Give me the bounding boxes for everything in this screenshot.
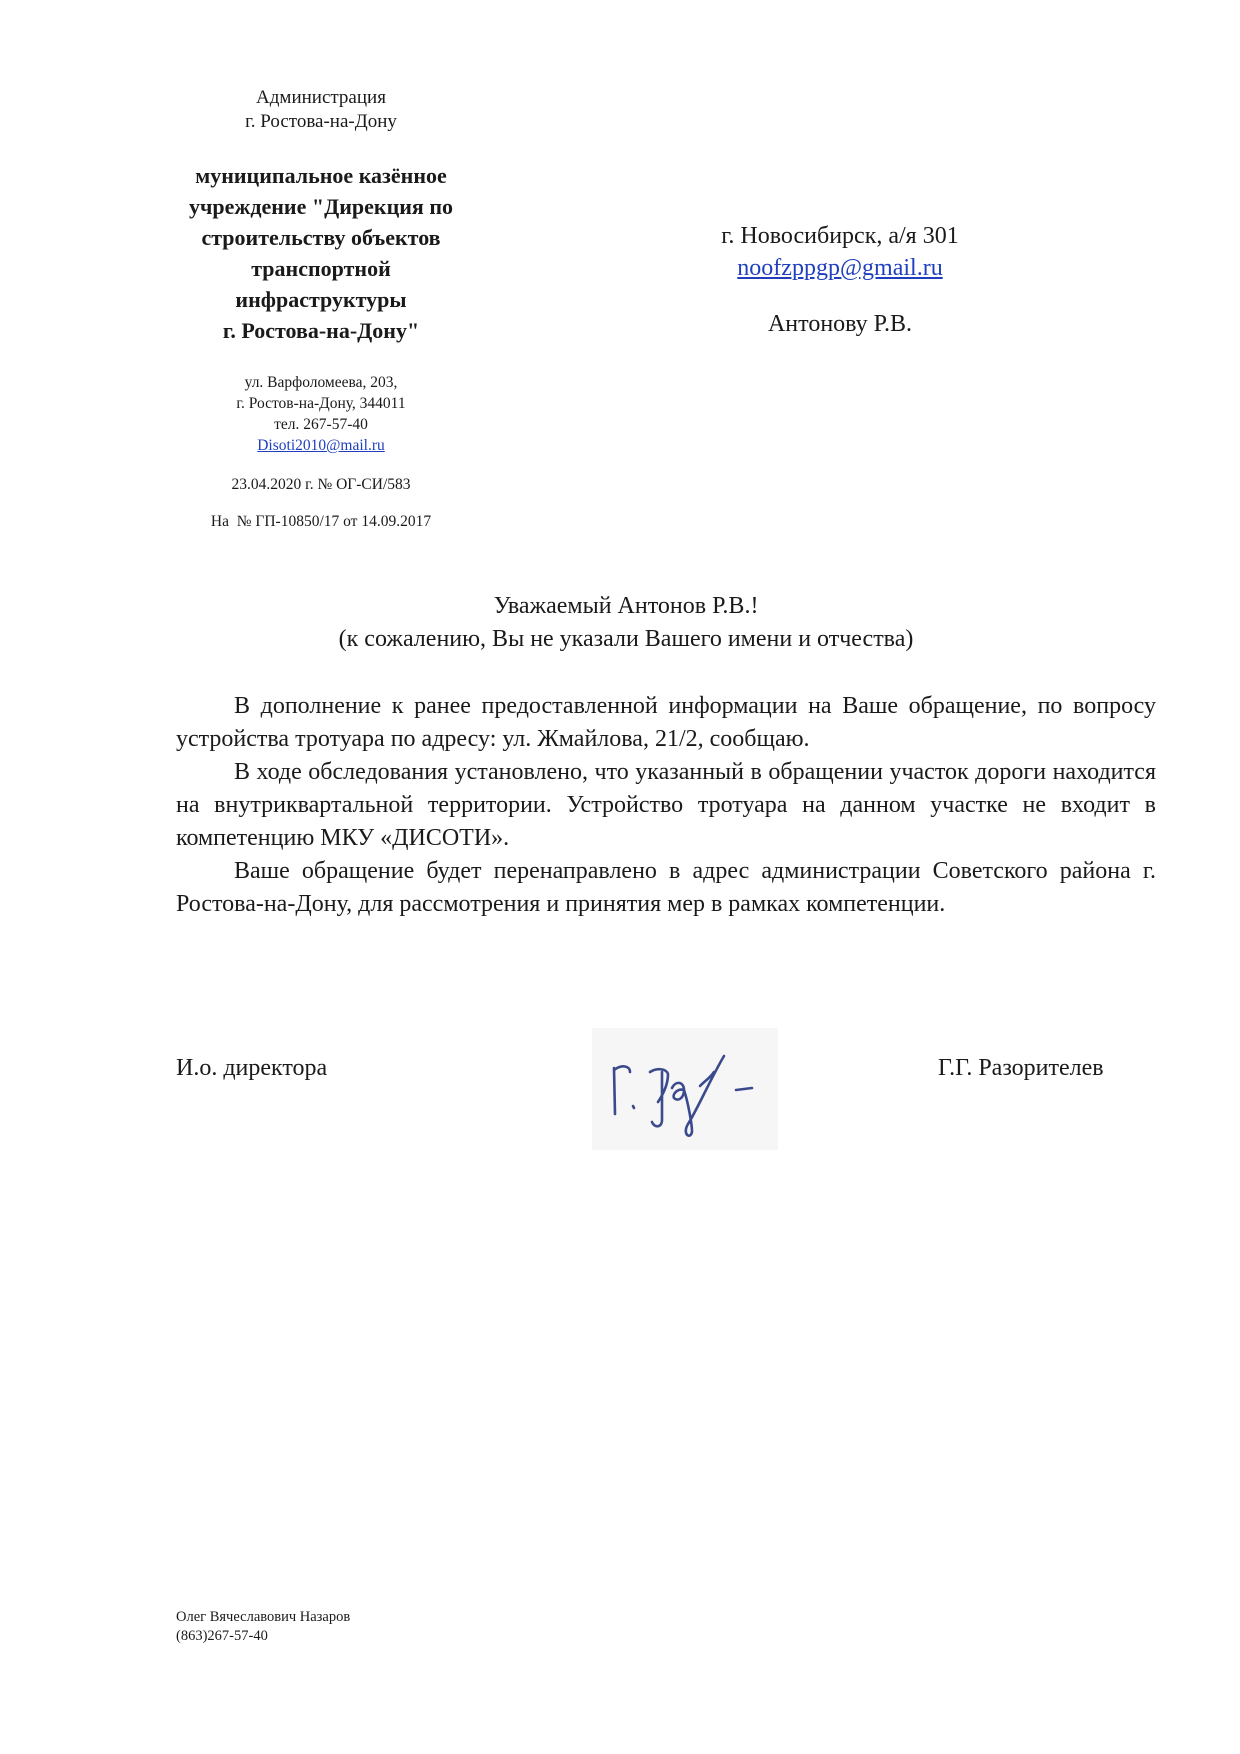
executor-phone: (863)267-57-40 [176,1628,268,1644]
organization-line: транспортной [251,256,391,281]
organization-line: строительству объектов [201,225,441,250]
recipient-block [630,220,1050,340]
organization-line: учреждение "Дирекция по [189,194,453,219]
recipient-email-link[interactable]: noofzppgp@gmail.ru [737,255,943,281]
salutation-note: (к сожалению, Вы не указали Вашего имени и отчества) [338,626,914,652]
organization-name [140,160,502,346]
sender-address [140,372,502,456]
body-paragraph: В дополнение к ранее предоставленной информации на Ваше обращение, по вопросу устройства тротуара по адресу: ул. Жмайлова, 21/2, сообщаю. [176,693,1156,752]
signer-name: Г.Г. Разорителев [938,1055,1104,1081]
reference-number: На № ГП-10850/17 от 14.09.2017 [210,513,432,530]
organization-line: муниципальное казённое [195,163,447,188]
admin-line-2: г. Ростова-на-Дону [245,111,397,132]
salutation-line: Уважаемый Антонов Р.В.! [493,593,759,619]
footer-executor [176,1608,350,1646]
address-phone: тел. 267-57-40 [274,416,368,433]
organization-line: г. Ростова-на-Дону" [222,318,420,343]
recipient-city: г. Новосибирск, а/я 301 [721,223,959,249]
recipient-name: Антонову Р.В. [767,311,913,337]
outgoing-number: 23.04.2020 г. № ОГ-СИ/583 [231,476,411,493]
letter-body [176,690,1156,921]
salutation [176,590,1076,656]
address-street: ул. Варфоломеева, 203, [244,374,398,391]
handwritten-signature [592,1028,778,1150]
sender-block [140,86,502,532]
body-paragraph: Ваше обращение будет перенаправлено в адрес администрации Советского района г. Ростова-на-Дону, для рассмотрения и принятия мер в рамках компетенции. [176,858,1156,917]
admin-line-1: Администрация [256,87,386,108]
organization-line: инфраструктуры [235,287,407,312]
signer-title: И.о. директора [176,1055,328,1081]
body-paragraph: В ходе обследования установлено, что указанный в обращении участок дороги находится на внутриквартальной территории. Устройство тротуара на данном участке не входит в компетенцию МКУ «ДИСОТИ». [176,759,1156,851]
executor-name: Олег Вячеславович Назаров [176,1609,351,1625]
address-city: г. Ростов-на-Дону, 344011 [236,395,406,412]
sender-email-link[interactable]: Disoti2010@mail.ru [257,437,385,454]
signature-icon [592,1028,778,1150]
